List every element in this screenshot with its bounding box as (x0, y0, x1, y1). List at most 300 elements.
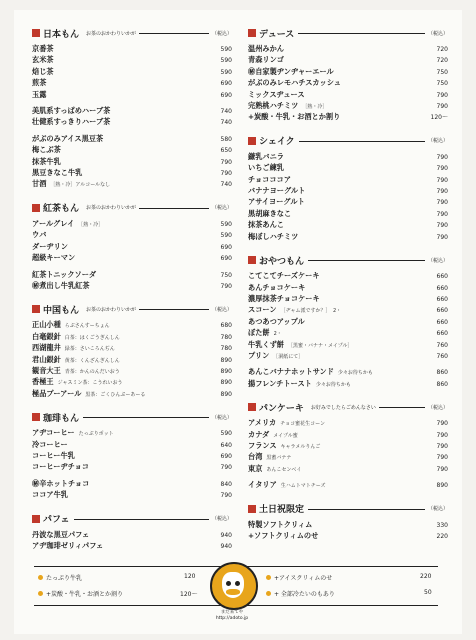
item-price: 690 (220, 80, 232, 88)
section-title (32, 201, 83, 214)
menu-item (32, 230, 232, 241)
item-name: 梅ぼしハチミツ (248, 231, 299, 241)
item-note: たっぷりポット (78, 431, 114, 438)
item-price: 840 (220, 480, 232, 488)
menu-section (248, 134, 448, 243)
menu-item (32, 490, 232, 501)
item-note: 黒茶：ごくひんぷーあーる (85, 391, 146, 398)
item-name: ココア牛乳 (32, 490, 68, 500)
section-header (248, 502, 448, 516)
item-price: 890 (220, 379, 232, 387)
section-header (32, 410, 232, 424)
menu-item (32, 168, 232, 179)
item-name: 玄米茶 (32, 55, 54, 65)
item-note: 生ハムトマトチーズ (280, 483, 326, 490)
menu-item (248, 305, 448, 316)
item-price: 790 (436, 210, 448, 218)
menu-item (32, 281, 232, 292)
menu-item (32, 343, 232, 354)
item-name: がぶのみレモハチスカッシュ (248, 78, 341, 88)
bottom-item-mix (38, 589, 123, 598)
section-title-text: 日本もん (43, 29, 80, 40)
item-price: 890 (436, 482, 448, 490)
item-note: 黒蜜バナナ (266, 455, 292, 462)
item-price: 780 (220, 345, 232, 353)
item-note: ［黒蜜・バナナ・メイプル］ (287, 342, 353, 349)
item-name: 濃厚抹茶チョコケーキ (248, 293, 320, 303)
item-name: 温州みかん (248, 44, 284, 53)
menu-section (32, 302, 232, 400)
item-name: あんチョコケーキ (248, 282, 306, 292)
menu-item (248, 283, 448, 294)
item-price: 750 (220, 271, 232, 279)
item-name: 美肌系すっぱめハーブ茶 (32, 106, 111, 116)
item-name: バナナヨーグルト (248, 186, 306, 196)
item-name: 焙じ茶 (32, 66, 54, 76)
menu-item (248, 271, 448, 282)
menu-item (248, 452, 448, 463)
item-price: 650 (220, 147, 232, 155)
brand-name: まだ来てや (220, 610, 244, 615)
tax-note: （税込） (425, 505, 448, 512)
item-price: 790 (220, 282, 232, 290)
item-name: 梅こぶ茶 (32, 145, 61, 155)
menu-item (32, 451, 232, 462)
red-square-icon (248, 505, 256, 513)
menu-section (248, 253, 448, 390)
section-title-text: 中国もん (43, 305, 80, 316)
menu-section (248, 26, 448, 124)
item-price: 590 (220, 68, 232, 76)
price: 50 (424, 589, 432, 596)
item-name: 黒胡麻きなこ (248, 208, 292, 218)
menu-item (248, 101, 448, 112)
menu-item (248, 152, 448, 163)
item-price: 690 (220, 243, 232, 251)
section-title (248, 134, 299, 147)
right-column (248, 26, 448, 552)
item-name: アヂコーヒー (32, 428, 75, 438)
menu-item (248, 78, 448, 89)
item-name: プリン (248, 350, 270, 360)
item-name: ㊙自家製ヂンヂャーエール (248, 66, 334, 76)
tax-note: （税込） (425, 30, 448, 37)
bullet-icon (266, 575, 271, 580)
section-subtitle: お茶のおかわりいかが (83, 204, 139, 211)
menu-item (32, 270, 232, 281)
menu-item (32, 389, 232, 400)
menu-item (248, 175, 448, 186)
item-price: 790 (436, 103, 448, 111)
menu-item (248, 430, 448, 441)
menu-item (32, 242, 232, 253)
item-name: 特製ソフトクリィム (248, 519, 313, 529)
section-header (32, 302, 232, 316)
item-price: 790 (220, 492, 232, 500)
tax-note: （税込） (209, 414, 232, 421)
bottom-price (420, 573, 431, 580)
item-price: 760 (436, 341, 448, 349)
item-price: 940 (220, 543, 232, 550)
item-note: キャラメルりんご (280, 443, 321, 450)
menu-item (32, 462, 232, 473)
item-name: 抹茶あんこ (248, 220, 284, 230)
item-price: 590 (220, 232, 232, 240)
item-price: 790 (436, 442, 448, 450)
menu-item (248, 197, 448, 208)
item-price: 790 (220, 170, 232, 178)
bottom-label: たっぷり牛乳 (46, 575, 83, 582)
section-title (248, 401, 308, 414)
tax-note: （税込） (209, 515, 232, 522)
item-name: あつあつアップル (248, 316, 305, 326)
item-price: 740 (220, 181, 232, 189)
item-name: コーヒーヂチョコ (32, 462, 89, 472)
menu-item (32, 332, 232, 343)
section-title (32, 27, 83, 40)
menu-item (32, 355, 232, 366)
item-name: 香極王 (32, 377, 54, 387)
item-name: ㊙煮出し牛乳紅茶 (32, 280, 90, 290)
item-name: +炭酸・牛乳・お酒とか割り (248, 112, 341, 122)
item-name: 正山小種 (32, 320, 61, 330)
item-note: 緑茶：さいころんぢん (64, 346, 115, 353)
item-name: アールグレイ (32, 218, 75, 228)
menu-item (248, 112, 448, 123)
item-name: あんこバナナホットサンド (248, 367, 334, 377)
menu-section (32, 512, 232, 553)
menu-item (32, 253, 232, 264)
item-name: 煎茶 (32, 78, 47, 88)
brand-url: http://adoto.jp (215, 616, 249, 621)
section-header (32, 201, 232, 215)
menu-item (248, 67, 448, 78)
menu-section (248, 400, 448, 491)
menu-item (248, 464, 448, 475)
item-price: 720 (436, 46, 448, 53)
item-name: こてこてチーズケーキ (248, 271, 320, 281)
section-subtitle: お茶のおかわりいかが (83, 306, 139, 313)
red-square-icon (248, 256, 256, 264)
item-price: 660 (436, 284, 448, 292)
item-price: 790 (436, 233, 448, 241)
item-note: 2・ (273, 331, 282, 338)
menu-item (248, 328, 448, 339)
tax-note: （税込） (209, 30, 232, 37)
item-price: 790 (436, 165, 448, 173)
menu-item (248, 294, 448, 305)
item-price: 660 (436, 307, 448, 315)
red-square-icon (32, 29, 40, 37)
item-name: 超級キーマン (32, 253, 76, 263)
item-name: 白毫銀針 (32, 331, 61, 341)
section-title (32, 411, 83, 424)
item-price: 640 (220, 441, 232, 449)
item-price: 790 (436, 153, 448, 161)
item-price: 790 (436, 431, 448, 439)
item-note: 青茶：かんのんだいおう (64, 368, 120, 375)
item-price: 590 (220, 430, 232, 438)
section-title-text: おやつもん (259, 256, 305, 267)
item-note: 黄茶：くんざんぎんしん (64, 357, 120, 364)
tax-note: （税込） (425, 137, 448, 144)
section-header (32, 512, 232, 526)
item-name: 東京 (248, 463, 263, 473)
item-name: ダーヂリン (32, 241, 68, 251)
item-name: 揚フレンチトースト (248, 378, 312, 388)
item-price: 890 (220, 367, 232, 375)
menu-item (248, 232, 448, 243)
bottom-item-milk (38, 573, 82, 582)
item-price: 690 (220, 91, 232, 99)
item-price: 740 (220, 119, 232, 127)
bottom-label: + 全部冷たいのもあり (274, 591, 335, 598)
item-name: ウバ (32, 230, 47, 240)
item-name: 観音大王 (32, 365, 61, 375)
price: 220 (420, 573, 432, 580)
section-subtitle: お茶のおかわりいかが (83, 30, 139, 37)
item-price: 660 (436, 318, 448, 326)
item-price: 790 (436, 420, 448, 428)
menu-item (248, 90, 448, 101)
section-title (248, 27, 298, 40)
bullet-icon (38, 591, 43, 596)
menu-item (248, 209, 448, 220)
section-title (248, 502, 308, 515)
item-price: 790 (436, 176, 448, 184)
menu-item (32, 366, 232, 377)
item-note: あんこセンベイ (266, 466, 302, 473)
item-price: 690 (220, 255, 232, 263)
item-note: ［熱・冷］ (78, 221, 104, 228)
menu-section (32, 201, 232, 292)
menu-item (248, 55, 448, 66)
item-name: 君山銀針 (32, 354, 61, 364)
menu-item (248, 480, 448, 491)
menu-item (32, 530, 232, 541)
section-title (32, 512, 74, 525)
left-column (32, 26, 232, 562)
menu-item (248, 220, 448, 231)
menu-item (32, 479, 232, 490)
item-price: 790 (436, 465, 448, 473)
item-name: アヂ珈琲ゼリィパフェ (32, 541, 104, 550)
menu-item (32, 157, 232, 168)
red-square-icon (248, 403, 256, 411)
item-note: 少々お待ちかも (337, 370, 373, 377)
menu-item (248, 520, 448, 531)
item-price: 790 (436, 188, 448, 196)
section-title-text: 珈琲もん (43, 413, 80, 424)
item-price: 890 (220, 390, 232, 398)
tax-note: （税込） (209, 204, 232, 211)
item-price: 940 (220, 531, 232, 539)
item-name: 京番茶 (32, 44, 54, 53)
bottom-item-icecream (266, 573, 332, 582)
price: 120〜 (180, 591, 198, 598)
menu-section (32, 410, 232, 501)
menu-section (32, 26, 232, 191)
red-square-icon (248, 29, 256, 37)
red-square-icon (32, 413, 40, 421)
item-name: いちご練乳 (248, 163, 284, 173)
section-header (248, 26, 448, 40)
section-header (248, 134, 448, 148)
item-name: コーヒー牛乳 (32, 450, 75, 460)
item-name: フランス (248, 440, 277, 450)
item-price: 590 (220, 57, 232, 65)
item-name: 西湖龍井 (32, 343, 61, 353)
item-price: 590 (220, 220, 232, 228)
item-price: 750 (436, 80, 448, 88)
menu-item (248, 340, 448, 351)
item-price: 740 (220, 108, 232, 116)
menu-item (32, 117, 232, 128)
menu-section (248, 502, 448, 543)
menu-item (248, 317, 448, 328)
item-name: 冷コーヒー (32, 439, 68, 449)
menu-item (32, 440, 232, 451)
section-title-text: デュース (259, 29, 295, 40)
item-name: がぶのみアイス黒豆茶 (32, 133, 104, 143)
item-price: 790 (220, 158, 232, 166)
item-note: ［洞紙にて］ (273, 353, 304, 360)
item-name: ぼた餅 (248, 328, 270, 338)
item-price: 780 (220, 333, 232, 341)
tax-note: （税込） (209, 306, 232, 313)
bottom-price (184, 573, 195, 580)
item-name: +ソフトクリィムのせ (248, 531, 319, 540)
item-note: 少々お待ちかも (315, 381, 351, 388)
item-price: 790 (220, 464, 232, 472)
item-name: イタリア (248, 480, 277, 490)
section-title (248, 254, 308, 267)
section-title-text: シェイク (259, 137, 295, 148)
menu-item (248, 379, 448, 390)
item-name: 青森リンゴ (248, 55, 284, 65)
menu-item (32, 90, 232, 101)
item-note: ［熱・冷］ (302, 104, 328, 111)
item-name: 完熟桃ハチミツ (248, 101, 299, 111)
item-name: ミックスヂュース (248, 89, 305, 99)
item-price: 660 (436, 330, 448, 338)
item-price: 790 (436, 454, 448, 462)
menu-item (32, 428, 232, 439)
bullet-icon (266, 591, 271, 596)
menu-item (248, 367, 448, 378)
item-price: 690 (220, 452, 232, 460)
section-subtitle: お好みでしたらごめんなさい (308, 404, 379, 411)
item-price: 790 (436, 222, 448, 230)
item-name: 台湾 (248, 452, 263, 462)
item-price: 790 (436, 199, 448, 207)
bottom-label: +アイスクリィムのせ (274, 575, 333, 582)
menu-item (32, 134, 232, 145)
menu-item (32, 541, 232, 552)
item-note: らぷさんすーちょん (64, 323, 110, 330)
item-name: 丹波な黒豆パフェ (32, 529, 90, 539)
section-title (32, 303, 83, 316)
item-name: スコーン (248, 305, 277, 315)
menu-item (248, 531, 448, 542)
item-price: 750 (436, 68, 448, 76)
menu-item (248, 186, 448, 197)
item-price: 860 (436, 380, 448, 388)
section-title-text: 土日祝限定 (259, 505, 305, 516)
bottom-price (180, 589, 197, 598)
item-name: 抹茶牛乳 (32, 156, 61, 166)
tax-note: （税込） (425, 257, 448, 264)
menu-item (248, 418, 448, 429)
item-price: 790 (436, 91, 448, 99)
item-price: 680 (220, 322, 232, 330)
item-price: 120〜 (430, 114, 448, 122)
item-name: 紅茶トニックソーダ (32, 269, 97, 279)
section-header (248, 253, 448, 267)
item-name: 黒豆きなこ牛乳 (32, 168, 83, 178)
menu-item (32, 145, 232, 156)
item-price: 330 (436, 521, 448, 529)
bottom-price (424, 589, 432, 596)
bottom-item-cold (266, 589, 335, 598)
red-square-icon (32, 305, 40, 313)
item-price: 590 (220, 46, 232, 53)
item-note: ［ヂャム派ですか？］ 2・ (280, 308, 342, 315)
item-name: 甘酒 (32, 179, 47, 189)
bottom-label: +炭酸・牛乳・お酒とか割り (46, 591, 124, 598)
section-title-text: パンケーキ (259, 403, 304, 414)
red-square-icon (32, 515, 40, 523)
menu-item (32, 44, 232, 55)
menu-item (32, 67, 232, 78)
menu-item (32, 106, 232, 117)
menu-item (32, 78, 232, 89)
section-header (32, 26, 232, 40)
menu-item (248, 441, 448, 452)
item-price: 580 (220, 135, 232, 143)
item-price: 890 (220, 356, 232, 364)
brand-footer (200, 610, 264, 622)
menu-item (32, 377, 232, 388)
menu-item (32, 179, 232, 190)
menu-item (248, 44, 448, 55)
bullet-icon (38, 575, 43, 580)
cow-logo-icon (210, 562, 258, 610)
menu-item (248, 163, 448, 174)
item-name: 極品プーアール (32, 388, 82, 398)
menu-item (248, 351, 448, 362)
item-note: メイプル蜜 (273, 432, 298, 439)
item-note: ［熱・冷］アルコールなし (50, 182, 111, 189)
section-title-text: 紅茶もん (43, 204, 80, 215)
item-note: 白茶：はくごうぎんしん (64, 334, 120, 341)
item-name: アメリカ (248, 418, 277, 428)
item-price: 660 (436, 273, 448, 281)
item-name: 鎌乳バニラ (248, 151, 284, 161)
item-name: アサイヨーグルト (248, 197, 305, 207)
item-name: チョコココア (248, 174, 291, 184)
red-square-icon (32, 204, 40, 212)
menu-item (32, 55, 232, 66)
menu-item (32, 219, 232, 230)
item-name: ㊙辛ホットチョコ (32, 478, 90, 488)
item-note: ジャスミン茶：こうれいおう (57, 380, 123, 387)
item-name: 牛乳くず餅 (248, 339, 284, 349)
item-price: 220 (436, 533, 448, 540)
item-name: カナダ (248, 429, 270, 439)
item-price: 660 (436, 295, 448, 303)
item-name: 玉露 (32, 89, 47, 99)
